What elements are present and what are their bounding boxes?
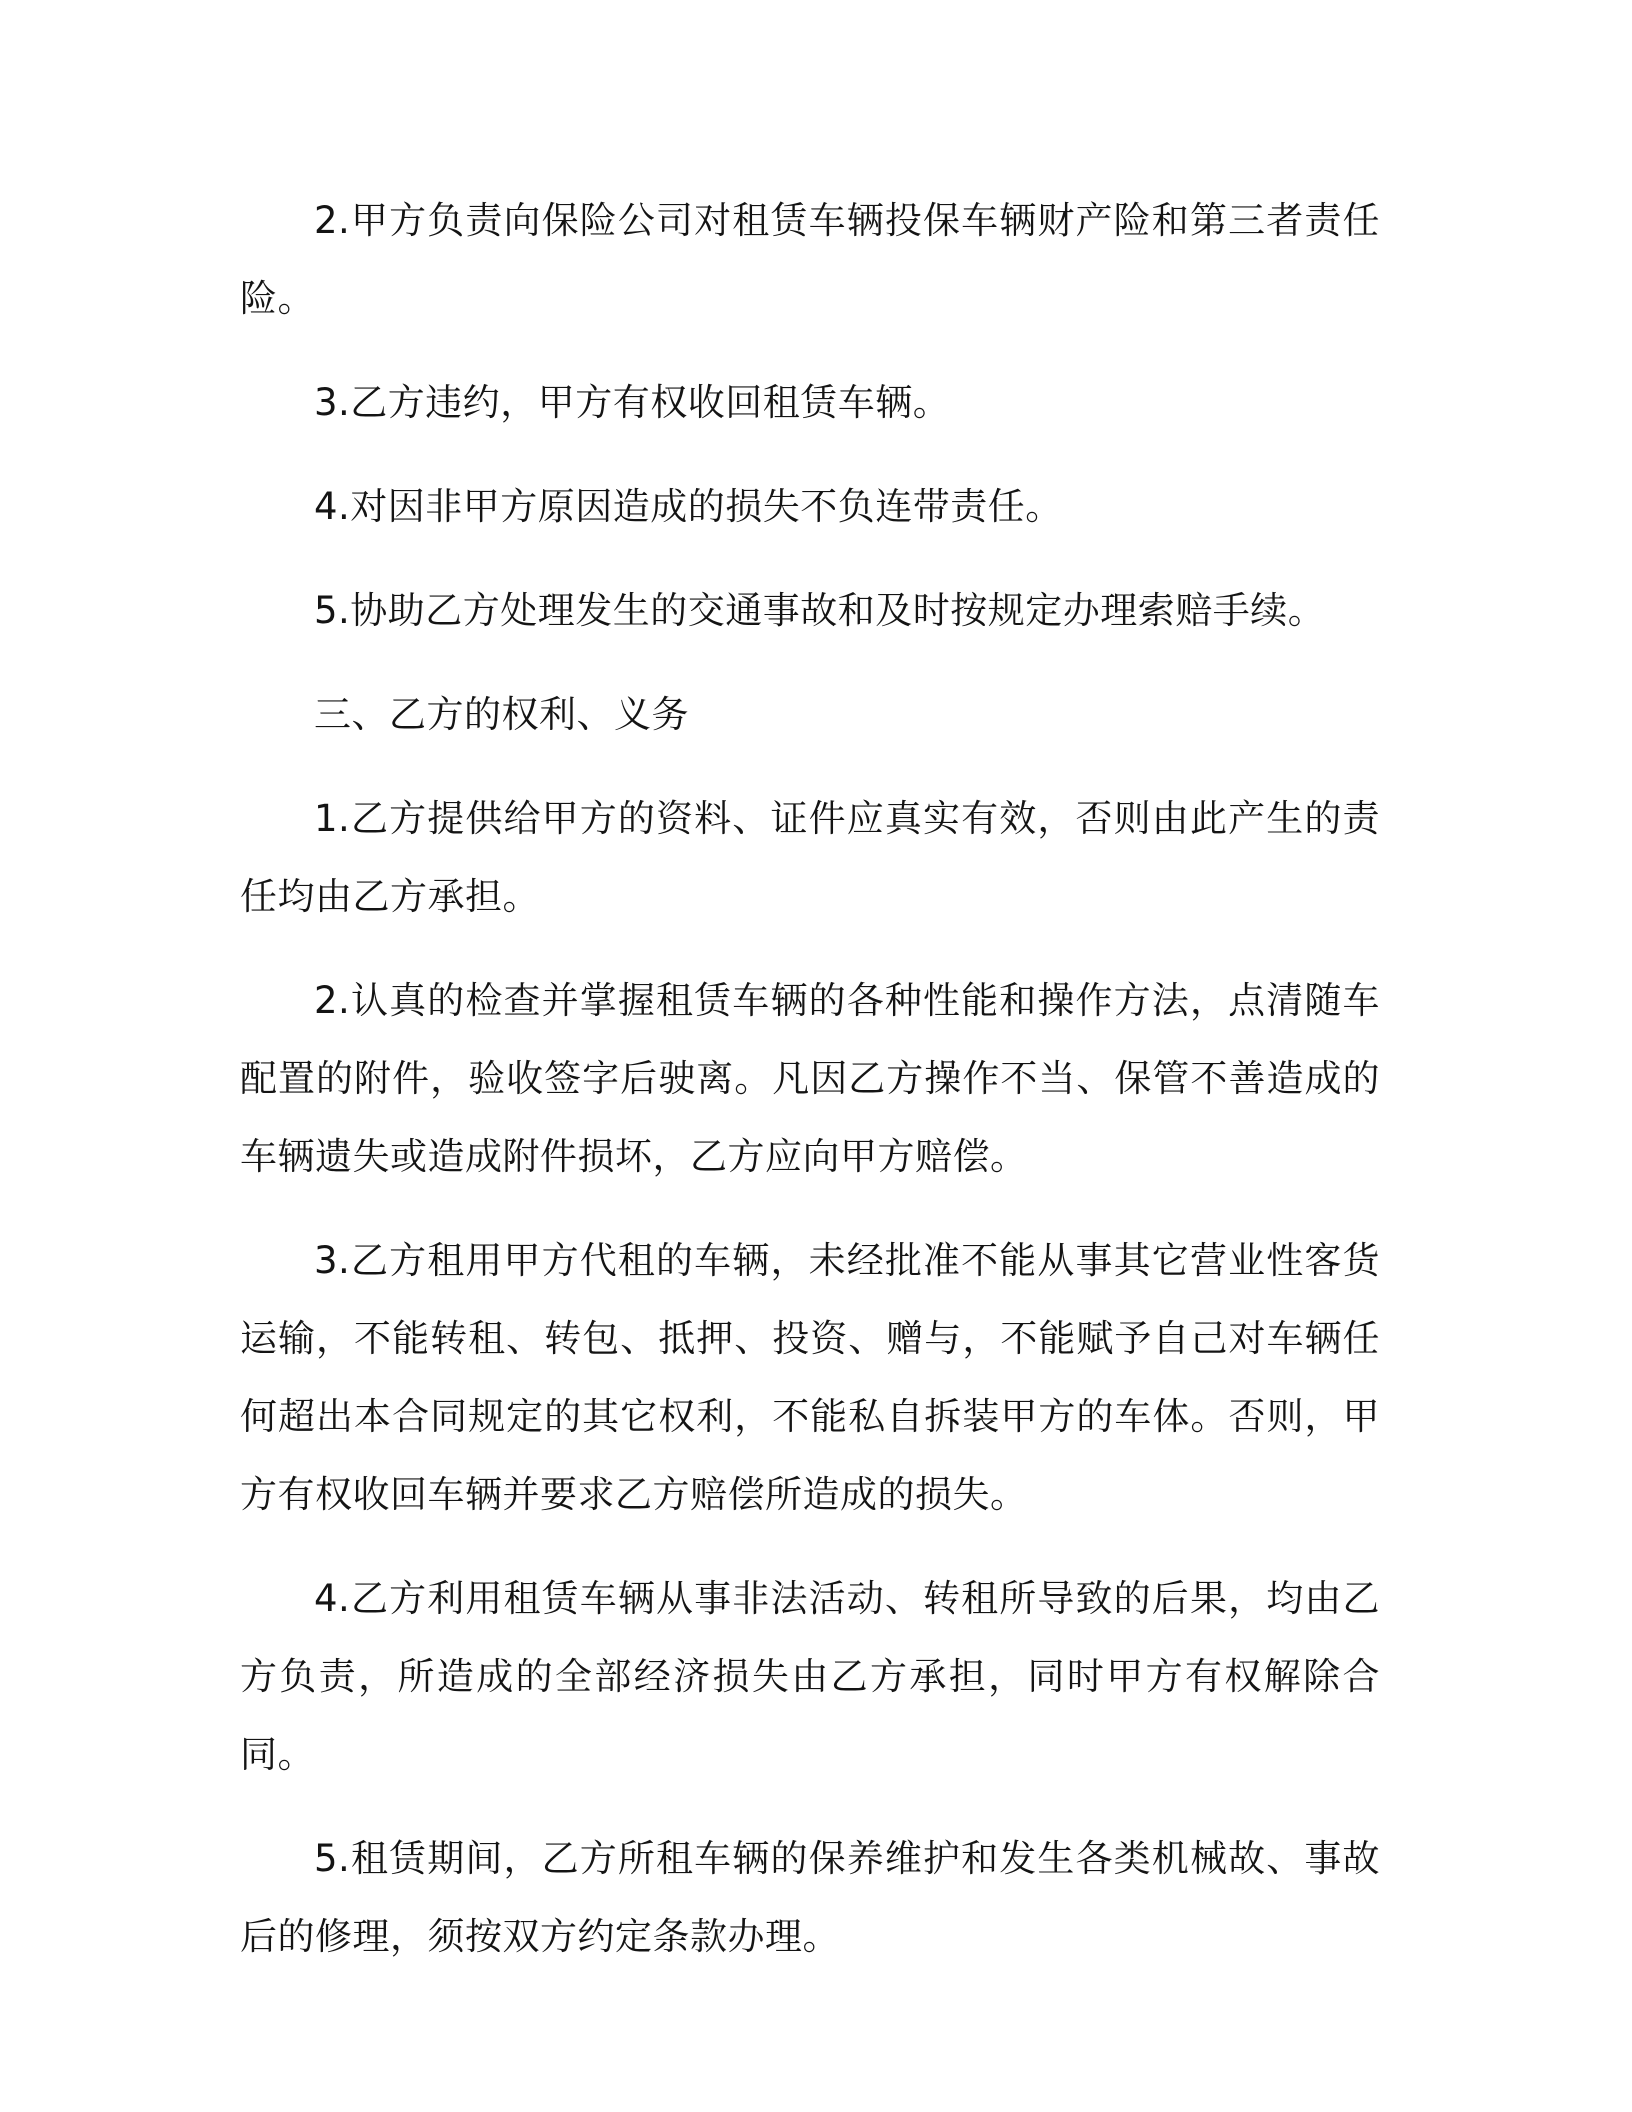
section-heading-party-b: 三、乙方的权利、义务 bbox=[314, 693, 689, 736]
document-body bbox=[240, 182, 1380, 2002]
clause-a4-liability: 4.对因非甲方原因造成的损失不负连带责任。 bbox=[314, 485, 1063, 528]
clause-b3-usage-restrictions: 3.乙方租用甲方代租的车辆，未经批准不能从事其它营业性客货运输，不能转租、转包、抵押、投资、赠与，不能赋予自己对车辆任何超出本合同规定的其它权利，不能私自拆装甲方的车体。否则，甲方有权收回车辆并要求乙方赔偿所造成的损失。 bbox=[240, 1239, 1380, 1516]
clause-b2-inspection: 2.认真的检查并掌握租赁车辆的各种性能和操作方法，点清随车配置的附件，验收签字后驶离。凡因乙方操作不当、保管不善造成的车辆遗失或造成附件损坏，乙方应向甲方赔偿。 bbox=[240, 979, 1380, 1178]
clause-b1-documents: 1.乙方提供给甲方的资料、证件应真实有效，否则由此产生的责任均由乙方承担。 bbox=[240, 797, 1380, 918]
clause-a2-insurance: 2.甲方负责向保险公司对租赁车辆投保车辆财产险和第三者责任险。 bbox=[240, 199, 1380, 320]
clause-a5-accident-assist: 5.协助乙方处理发生的交通事故和及时按规定办理索赔手续。 bbox=[314, 589, 1326, 632]
clause-b4-illegal-use: 4.乙方利用租赁车辆从事非法活动、转租所导致的后果，均由乙方负责，所造成的全部经济损失由乙方承担，同时甲方有权解除合同。 bbox=[240, 1577, 1380, 1776]
clause-a3-breach: 3.乙方违约，甲方有权收回租赁车辆。 bbox=[314, 381, 951, 424]
clause-b5-maintenance: 5.租赁期间，乙方所租车辆的保养维护和发生各类机械故、事故后的修理，须按双方约定条款办理。 bbox=[240, 1837, 1380, 1958]
